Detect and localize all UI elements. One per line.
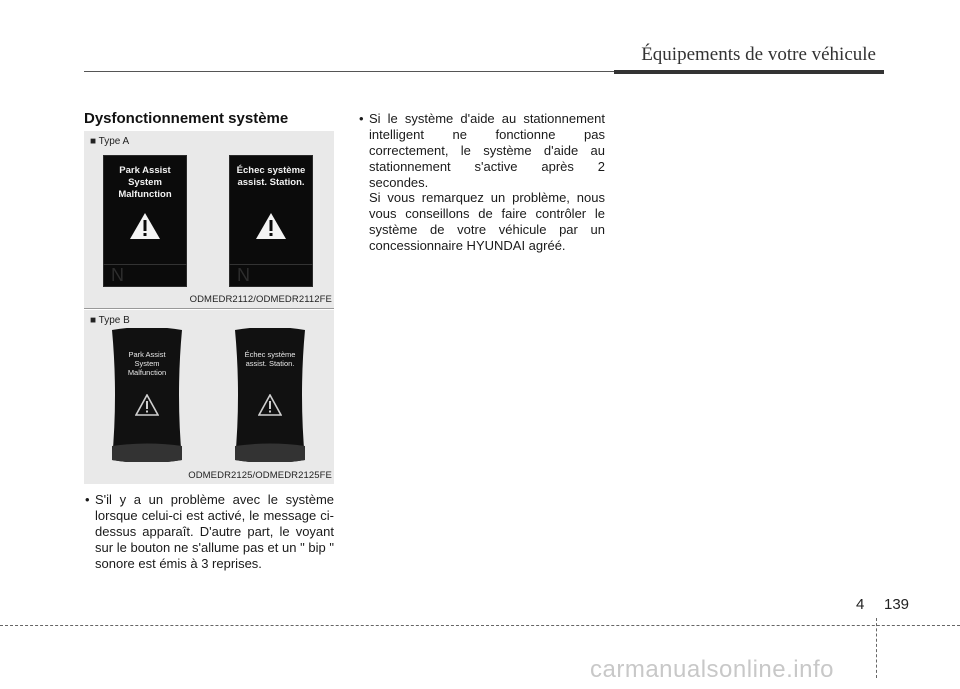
paragraph-right-1-text: Si le système d'aide au stationnement intelligent ne fonctionne pas correctement, le système d'aide au stationnement s'active après 2 secondes. [369, 111, 605, 190]
chapter-header: Équipements de votre véhicule [641, 44, 876, 65]
display-a-english [103, 155, 187, 287]
watermark: carmanualsonline.info [590, 656, 834, 683]
figure-a-label: ■ Type A [90, 136, 130, 147]
warning-triangle-icon [129, 212, 161, 240]
gear-indicator: N [229, 264, 313, 287]
header-rule [84, 70, 884, 74]
gear-indicator: N [103, 264, 187, 287]
figure-type-b [84, 310, 334, 484]
footer-vertical-rule [876, 618, 877, 678]
warning-triangle-icon [135, 394, 159, 416]
display-a-french-message: Échec système assist. Station. [236, 165, 306, 188]
figure-divider [84, 308, 334, 309]
display-b-english [108, 328, 186, 462]
paragraph-right-1 [359, 111, 605, 191]
figure-b-code: ODMEDR2125/ODMEDR2125FE [188, 470, 332, 481]
paragraph-right-2-text: Si vous remarquez un problème, nous vous conseillons de faire contrôler le système de votre véhicule par un concessionnaire HYUNDAI agréé. [369, 190, 605, 253]
figure-a-code: ODMEDR2112/ODMEDR2112FE [189, 294, 332, 305]
display-a-english-message: Park Assist System Malfunction [118, 165, 172, 200]
display-a-french [229, 155, 313, 287]
page-number: 139 [884, 596, 910, 613]
paragraph-left [85, 492, 334, 572]
warning-triangle-icon [255, 212, 287, 240]
bullet-symbol: • [85, 492, 90, 507]
warning-triangle-icon [258, 394, 282, 416]
chapter-number: 4 [856, 596, 865, 613]
bullet-symbol: • [359, 111, 364, 126]
paragraph-left-text: S'il y a un problème avec le système lorsque celui-ci est activé, le message ci-dessus apparaît. D'autre part, le voyant sur le bouton ne s'allume pas et un " bip " sonore est émis à 3 reprises. [95, 492, 334, 571]
figure-b-label: ■ Type B [90, 315, 130, 326]
display-b-french-message: Échec système assist. Station. [244, 350, 296, 368]
display-b-english-message: Park Assist System Malfunction [127, 350, 167, 377]
footer-rule [0, 625, 960, 626]
section-title: Dysfonctionnement système [84, 110, 289, 127]
figure-type-a [84, 131, 334, 308]
display-b-french [231, 328, 309, 462]
paragraph-right-2 [369, 190, 605, 254]
